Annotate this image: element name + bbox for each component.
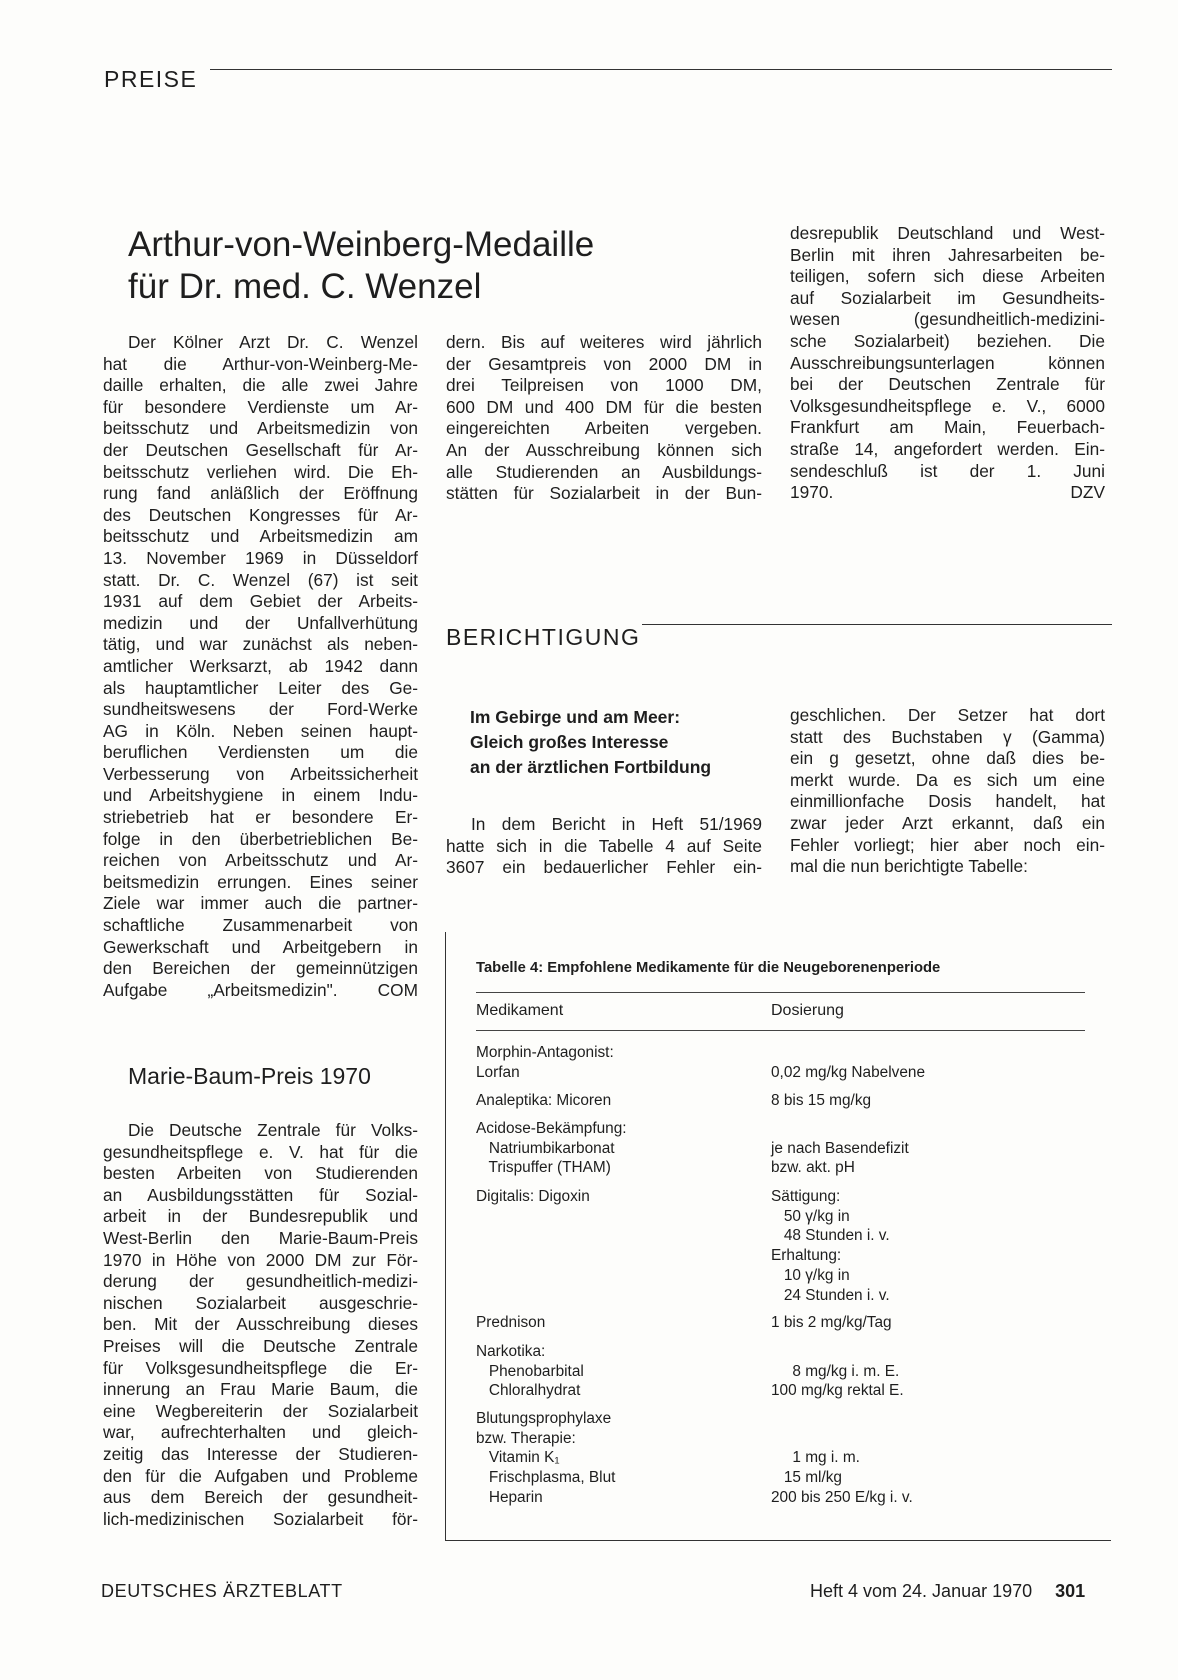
- text-line: für besondere Verdienste um Ar-: [103, 396, 418, 417]
- text-line: merkt wurde. Da es sich um eine: [790, 769, 1105, 790]
- text-line: straße 14, angefordert werden. Ein-: [790, 438, 1105, 459]
- text-line: In dem Bericht in Heft 51/1969: [471, 814, 762, 834]
- correction-headline-line-3: an der ärztlichen Fortbildung: [470, 757, 712, 777]
- text-line: eine Wegbereiterin der Sozialarbeit: [103, 1400, 418, 1421]
- text-line: teiligen, sofern sich diese Arbeiten: [790, 266, 1105, 287]
- article-title: [128, 224, 594, 308]
- text-line: Verbesserung von Arbeitssicherheit: [103, 763, 418, 784]
- text-line: beitsschutz und Arbeitsmedizin am: [103, 526, 418, 547]
- text-line: sendeschluß ist der 1. Juni: [790, 460, 1105, 481]
- text-line: lich-medizinischen Sozialarbeit för-: [103, 1508, 418, 1529]
- text-line: schaftliche Zusammenarbeit von: [103, 915, 418, 936]
- text-line: hat die Arthur-von-Weinberg-Me-: [103, 353, 418, 374]
- table-cell-dose: Sättigung: 50 γ/kg in 48 Stunden i. v. Erhaltung: 10 γ/kg in 24 Stunden i. v.: [771, 1188, 890, 1304]
- text-line: stätten für Sozialarbeit in der Bun-: [446, 483, 762, 504]
- text-line: beitsschutz und Arbeitsmedizin von: [103, 418, 418, 439]
- text-line: aus dem Bereich der gesundheit-: [103, 1487, 418, 1508]
- text-line: 600 DM und 400 DM für die besten: [446, 396, 762, 417]
- text-line: eingereichten Arbeiten vergeben.: [446, 418, 762, 439]
- text-line: beitsmedizin errungen. Eines seiner: [103, 871, 418, 892]
- text-line: statt des Buchstaben γ (Gamma): [790, 726, 1105, 747]
- text-line: daille erhalten, die alle zwei Jahre: [103, 375, 418, 396]
- text-line: medizin und der Unfallverhütung: [103, 612, 418, 633]
- text-line: Ziele war immer auch die partner-: [103, 893, 418, 914]
- table-cell-drug: Morphin-Antagonist: Lorfan: [476, 1044, 614, 1081]
- text-line: rung fand anläßlich der Eröffnung: [103, 483, 418, 504]
- text-line: zeitig das Interesse der Studieren-: [103, 1443, 418, 1464]
- text-line: für Volksgesundheitspflege die Er-: [103, 1357, 418, 1378]
- text-line: tätig, und war zunächst als neben-: [103, 634, 418, 655]
- text-line: der Gesamtpreis von 2000 DM in: [446, 353, 762, 374]
- correction-headline-line-1: Im Gebirge und am Meer:: [470, 707, 681, 727]
- text-line: AG in Köln. Neben seinen haupt-: [103, 720, 418, 741]
- text-line: zwar jeder Arzt erkannt, daß ein: [790, 812, 1105, 833]
- text-line: Frankfurt am Main, Feuerbach-: [790, 417, 1105, 438]
- text-line: West-Berlin den Marie-Baum-Preis: [103, 1227, 418, 1248]
- table-cell-drug: Prednison: [476, 1314, 546, 1331]
- text-line: innerung an Frau Marie Baum, die: [103, 1379, 418, 1400]
- text-line: Ausschreibungsunterlagen können: [790, 352, 1105, 373]
- article-body: [103, 332, 418, 1001]
- text-line: bei der Deutschen Zentrale für: [790, 374, 1105, 395]
- text-line: ben. Mit der Ausschreibung dieses: [103, 1314, 418, 1335]
- table-cell-drug: Analeptika: Micoren: [476, 1092, 612, 1109]
- table-cell-dose: je nach Basendefizit bzw. akt. pH: [771, 1139, 909, 1177]
- text-line: Berlin mit ihren Jahresarbeiten be-: [790, 244, 1105, 265]
- text-line: Die Deutsche Zentrale für Volks-: [128, 1120, 418, 1140]
- subarticle-column-3: [790, 223, 1105, 504]
- text-line: Aufgabe „Arbeitsmedizin". COM: [103, 979, 418, 1000]
- text-line: striebetrieb hat er besondere Er-: [103, 807, 418, 828]
- text-line: statt. Dr. C. Wenzel (67) ist seit: [103, 569, 418, 590]
- text-line: hatte sich in die Tabelle 4 auf Seite: [446, 835, 762, 856]
- text-line: Der Kölner Arzt Dr. C. Wenzel: [128, 332, 418, 352]
- text-line: 1970. DZV: [790, 482, 1105, 503]
- text-line: sche Sozialarbeit) beziehen. Die: [790, 330, 1105, 351]
- text-line: desrepublik Deutschland und West-: [790, 223, 1105, 243]
- article-title-line-1: Arthur-von-Weinberg-Medaille: [128, 225, 595, 264]
- table-header-dosierung: Dosierung: [771, 1002, 844, 1019]
- issue-date: Heft 4 vom 24. Januar 1970: [810, 1581, 1033, 1601]
- table-cell-dose: 8 mg/kg i. m. E. 100 mg/kg rektal E.: [771, 1362, 904, 1400]
- text-line: Fehler vorliegt; hier aber noch ein-: [790, 834, 1105, 855]
- text-line: an Ausbildungsstätten für Sozial-: [103, 1184, 418, 1205]
- text-line: Volksgesundheitspflege e. V., 6000: [790, 395, 1105, 416]
- text-line: 1970 in Höhe von 2000 DM zur För-: [103, 1249, 418, 1270]
- text-line: reichen von Arbeitsschutz und Ar-: [103, 850, 418, 871]
- subarticle-column-1: [103, 1120, 418, 1530]
- journal-name: DEUTSCHES ÄRZTEBLATT: [101, 1581, 343, 1601]
- issue-info: [810, 1581, 1085, 1602]
- table-cell-dose: 0,02 mg/kg Nabelvene: [771, 1063, 926, 1081]
- table-header-medikament: Medikament: [476, 1002, 564, 1019]
- correction-headline-line-2: Gleich großes Interesse: [470, 732, 669, 752]
- text-line: derung der gesundheitlich-medizi-: [103, 1271, 418, 1292]
- table-cell-drug: Digitalis: Digoxin: [476, 1188, 590, 1205]
- text-line: des Deutschen Kongresses für Ar-: [103, 504, 418, 525]
- article-title-line-2: für Dr. med. C. Wenzel: [128, 267, 482, 306]
- section-label-berichtigung: BERICHTIGUNG: [446, 624, 641, 650]
- text-line: war, aufrechterhalten und gleich-: [103, 1422, 418, 1443]
- text-line: 1931 auf dem Gebiet der Arbeits-: [103, 591, 418, 612]
- section-label-preise: PREISE: [104, 66, 198, 92]
- text-line: den für die Aufgaben und Probleme: [103, 1465, 418, 1486]
- text-line: gesundheitspflege e. V. hat für die: [103, 1141, 418, 1162]
- text-line: nischen Sozialarbeit ausgeschrie-: [103, 1292, 418, 1313]
- text-line: den Bereichen der gemeinnützigen: [103, 958, 418, 979]
- text-line: wesen (gesundheitlich-medizini-: [790, 309, 1105, 330]
- table-cell-dose: 1 mg i. m. 15 ml/kg 200 bis 250 E/kg i. v.: [771, 1449, 913, 1506]
- text-line: 3607 ein bedauerlicher Fehler ein-: [446, 857, 762, 878]
- table-title: Tabelle 4: Empfohlene Medikamente für die Neugeborenenperiode: [476, 960, 941, 976]
- correction-column-1: [446, 814, 762, 879]
- text-line: ein g gesetzt, ohne daß dies be-: [790, 748, 1105, 769]
- table-cell-drug: Blutungsprophylaxe bzw. Therapie: Vitamin K₁ Frischplasma, Blut Heparin: [476, 1410, 616, 1506]
- text-line: als hauptamtlicher Leiter des Ge-: [103, 677, 418, 698]
- text-line: folge in den überbetrieblichen Be-: [103, 828, 418, 849]
- medication-table: [445, 932, 1111, 1541]
- table-cell-drug: Narkotika: Phenobarbital Chloralhydrat: [476, 1343, 584, 1400]
- table-cell-dose: 1 bis 2 mg/kg/Tag: [771, 1314, 892, 1331]
- text-line: An der Ausschreibung können sich: [446, 439, 762, 460]
- text-line: amtlicher Werksarzt, ab 1942 dann: [103, 655, 418, 676]
- table-cell-dose: 8 bis 15 mg/kg: [771, 1092, 872, 1109]
- text-line: beitsschutz verliehen wird. Die Eh-: [103, 461, 418, 482]
- correction-column-2: [790, 705, 1105, 878]
- berichtigung-rule: [642, 624, 1112, 625]
- text-line: dern. Bis auf weiteres wird jährlich: [446, 332, 762, 352]
- text-line: geschlichen. Der Setzer hat dort: [790, 705, 1105, 725]
- text-line: und Arbeitshygiene in einem Indu-: [103, 785, 418, 806]
- text-line: drei Teilpreisen von 1000 DM,: [446, 375, 762, 396]
- text-line: besten Arbeiten von Studierenden: [103, 1163, 418, 1184]
- text-line: beruflichen Verdiensten um die: [103, 742, 418, 763]
- correction-headline: [470, 705, 711, 780]
- text-line: sundheitswesens der Ford-Werke: [103, 699, 418, 720]
- subarticle-title: Marie-Baum-Preis 1970: [128, 1063, 371, 1089]
- table-header-rule-top: [476, 992, 1085, 993]
- text-line: alle Studierenden an Ausbildungs-: [446, 461, 762, 482]
- text-line: auf Sozialarbeit im Gesundheits-: [790, 287, 1105, 308]
- text-line: Gewerkschaft und Arbeitgebern in: [103, 936, 418, 957]
- subarticle-column-2: [446, 332, 762, 505]
- text-line: 13. November 1969 in Düsseldorf: [103, 547, 418, 568]
- text-line: der Deutschen Gesellschaft für Ar-: [103, 439, 418, 460]
- text-line: mal die nun berichtigte Tabelle:: [790, 856, 1028, 877]
- text-line: einmillionfache Dosis handelt, hat: [790, 791, 1105, 812]
- text-line: Preises will die Deutsche Zentrale: [103, 1335, 418, 1356]
- header-rule: [210, 69, 1112, 70]
- text-line: arbeit in der Bundesrepublik und: [103, 1206, 418, 1227]
- page-number: 301: [1055, 1581, 1086, 1601]
- table-cell-drug: Acidose-Bekämpfung: Natriumbikarbonat Trispuffer (THAM): [476, 1120, 627, 1177]
- table-header-rule-bottom: [476, 1030, 1085, 1031]
